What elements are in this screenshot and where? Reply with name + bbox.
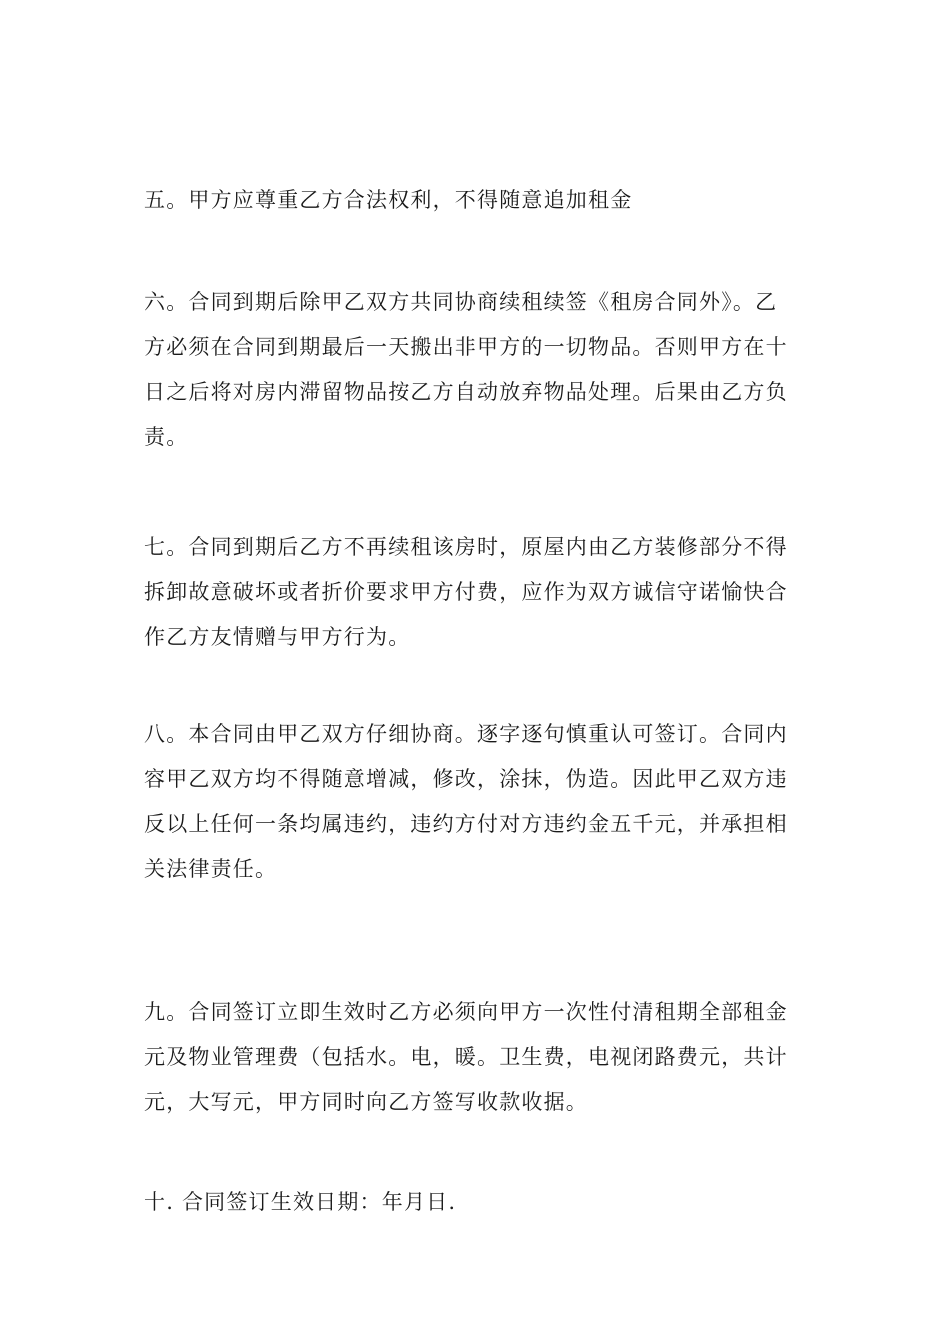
clause-6-line-3: 日之后将对房内滞留物品按乙方自动放弃物品处理。后果由乙方负	[144, 380, 788, 404]
clause-10-line-1: 十. 合同签订生效日期：年月日.	[144, 1190, 457, 1214]
clause-7-line-2: 拆卸故意破坏或者折价要求甲方付费，应作为双方诚信守诺愉快合	[144, 580, 788, 604]
clause-9-line-2: 元及物业管理费（包括水。电，暖。卫生费，电视闭路费元，共计	[144, 1045, 788, 1069]
clause-10	[144, 1180, 814, 1225]
clause-5-line-1: 五。甲方应尊重乙方合法权利，不得随意追加租金	[144, 188, 633, 212]
clause-9-line-1: 九。合同签订立即生效时乙方必须向甲方一次性付清租期全部租金	[144, 1000, 788, 1024]
clause-8-line-2: 容甲乙双方均不得随意增减，修改，涂抹，伪造。因此甲乙双方违	[144, 767, 788, 791]
clause-5	[144, 178, 814, 223]
clause-7-line-3: 作乙方友情赠与甲方行为。	[144, 625, 411, 649]
clause-9-line-3: 元，大写元，甲方同时向乙方签写收款收据。	[144, 1090, 588, 1114]
clause-7-line-1: 七。合同到期后乙方不再续租该房时，原屋内由乙方装修部分不得	[144, 535, 788, 559]
clause-6-line-1: 六。合同到期后除甲乙双方共同协商续租续签《租房合同外》。乙	[144, 290, 778, 314]
clause-8-line-3: 反以上任何一条均属违约，违约方付对方违约金五千元，并承担相	[144, 812, 788, 836]
clause-8-line-4: 关法律责任。	[144, 857, 278, 881]
clause-9	[144, 990, 814, 1125]
clause-8-line-1: 八。本合同由甲乙双方仔细协商。逐字逐句慎重认可签订。合同内	[144, 722, 788, 746]
clause-6	[144, 280, 814, 460]
clause-6-line-4: 责。	[144, 425, 189, 449]
clause-8	[144, 712, 814, 892]
clause-7	[144, 525, 814, 660]
clause-6-line-2: 方必须在合同到期最后一天搬出非甲方的一切物品。否则甲方在十	[144, 335, 788, 359]
